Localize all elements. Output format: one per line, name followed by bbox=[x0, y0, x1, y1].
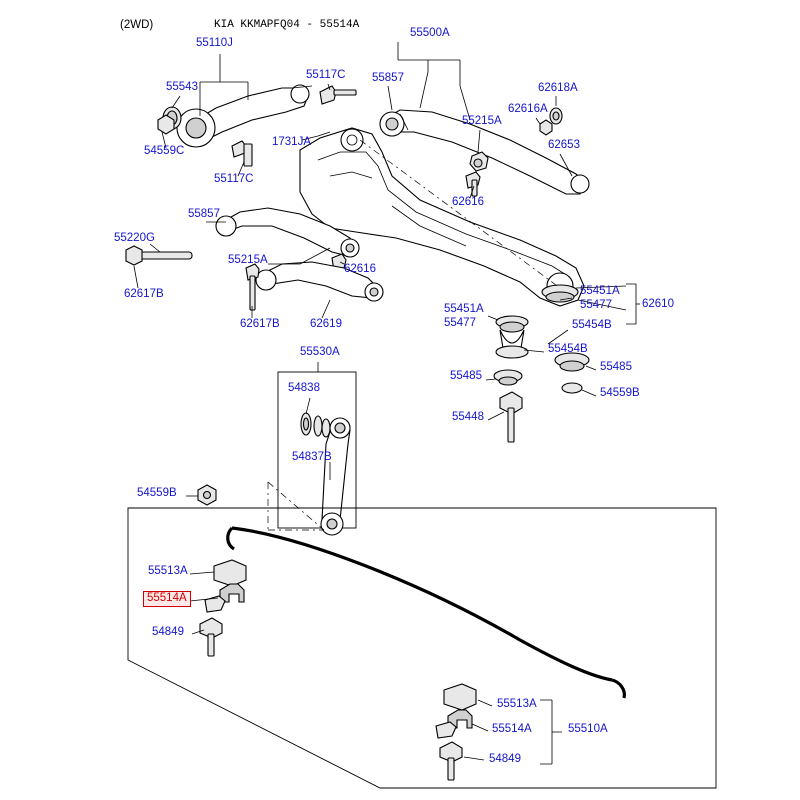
part-label-55110J[interactable]: 55110J bbox=[196, 37, 233, 49]
part-label-55454B-right[interactable]: 55454B bbox=[572, 319, 612, 331]
part-label-55513A-right[interactable]: 55513A bbox=[497, 698, 537, 710]
part-label-54559B-right[interactable]: 54559B bbox=[600, 387, 640, 399]
part-label-54838[interactable]: 54838 bbox=[288, 382, 320, 394]
part-label-55485-left[interactable]: 55485 bbox=[450, 370, 482, 382]
diagram-header: KIA KKMAPFQ04 - 55514A bbox=[214, 19, 360, 31]
part-label-62617B-left[interactable]: 62617B bbox=[124, 288, 164, 300]
part-label-62653[interactable]: 62653 bbox=[548, 139, 580, 151]
part-label-55477-right[interactable]: 55477 bbox=[580, 299, 612, 311]
part-label-55857-top[interactable]: 55857 bbox=[372, 72, 404, 84]
part-label-62619[interactable]: 62619 bbox=[310, 318, 342, 330]
part-label-55215A-right[interactable]: 55215A bbox=[462, 115, 502, 127]
part-label-55510A[interactable]: 55510A bbox=[568, 723, 608, 735]
part-label-54837B[interactable]: 54837B bbox=[292, 451, 332, 463]
part-label-54849-left[interactable]: 54849 bbox=[152, 626, 184, 638]
part-label-62610[interactable]: 62610 bbox=[642, 298, 674, 310]
part-label-55117C-bottom[interactable]: 55117C bbox=[214, 173, 254, 185]
part-label-55514A-highlighted[interactable]: 55514A bbox=[143, 591, 191, 607]
part-label-62617B-lower[interactable]: 62617B bbox=[240, 318, 280, 330]
part-label-62616-mid[interactable]: 62616 bbox=[344, 263, 376, 275]
part-label-55543[interactable]: 55543 bbox=[166, 81, 198, 93]
part-label-55215A-mid[interactable]: 55215A bbox=[228, 254, 268, 266]
part-label-1731JA[interactable]: 1731JA bbox=[272, 136, 312, 148]
part-label-55514A-right[interactable]: 55514A bbox=[492, 723, 532, 735]
part-label-55477-left[interactable]: 55477 bbox=[444, 317, 476, 329]
part-label-54559C[interactable]: 54559C bbox=[144, 145, 185, 157]
part-label-62616A[interactable]: 62616A bbox=[508, 103, 548, 115]
part-label-55448[interactable]: 55448 bbox=[452, 411, 484, 423]
part-label-55857-mid[interactable]: 55857 bbox=[188, 208, 220, 220]
part-label-55530A[interactable]: 55530A bbox=[300, 346, 340, 358]
part-label-55454B-left[interactable]: 55454B bbox=[548, 343, 588, 355]
part-label-54559B-left[interactable]: 54559B bbox=[137, 487, 177, 499]
part-label-55513A-left[interactable]: 55513A bbox=[148, 565, 188, 577]
part-label-55500A[interactable]: 55500A bbox=[410, 27, 450, 39]
drive-type-label: (2WD) bbox=[120, 19, 154, 31]
part-label-55485-right[interactable]: 55485 bbox=[600, 361, 632, 373]
part-label-54849-right[interactable]: 54849 bbox=[489, 753, 521, 765]
part-label-55451A-right[interactable]: 55451A bbox=[580, 285, 620, 297]
part-label-55220G[interactable]: 55220G bbox=[114, 232, 155, 244]
part-label-55117C-top[interactable]: 55117C bbox=[306, 69, 346, 81]
part-label-62618A[interactable]: 62618A bbox=[538, 82, 578, 94]
part-label-55451A-left[interactable]: 55451A bbox=[444, 303, 484, 315]
part-label-62616-right[interactable]: 62616 bbox=[452, 196, 484, 208]
